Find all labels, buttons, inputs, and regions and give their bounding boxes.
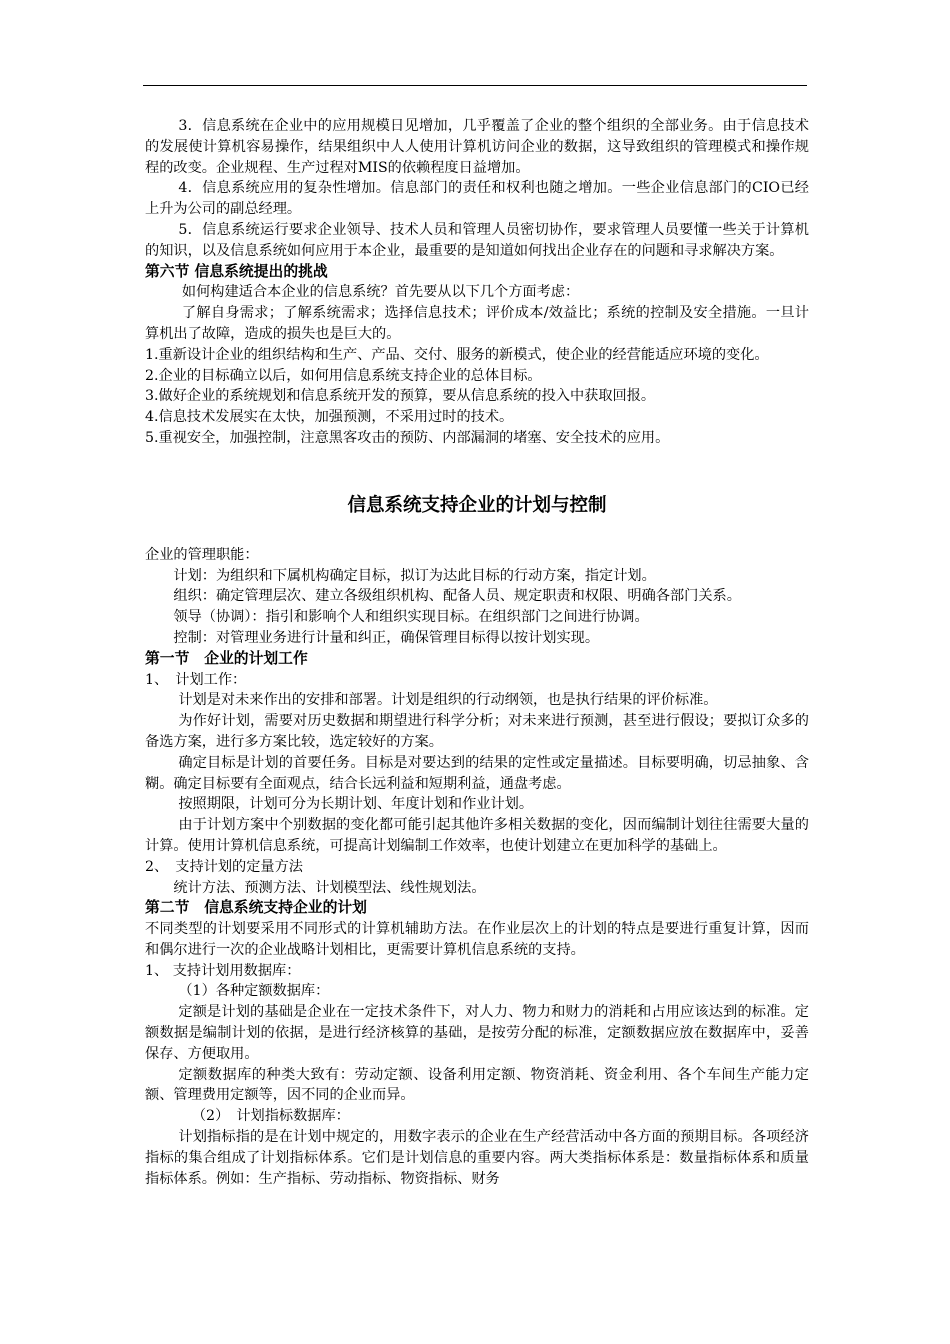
paragraph: （2） 计划指标数据库： <box>191 1108 350 1125</box>
paragraph: 组织：确定管理层次、建立各级组织机构、配备人员、规定职责和权限、明确各部门关系。 <box>173 588 741 605</box>
paragraph: 定额数据库的种类大致有：劳动定额、设备利用定额、物资消耗、资金利用、各个车间生产能力定额、管理费用定额等，因不同的企业而异。 <box>145 1066 809 1104</box>
document-title: 信息系统支持企业的计划与控制 <box>347 494 607 516</box>
paragraph: 5．信息系统运行要求企业领导、技术人员和管理人员密切协作，要求管理人员要懂一些关于计算机的知识，以及信息系统如何应用于本企业，最重要的是知道如何找出企业存在的问题和寻求解决方案。 <box>145 221 809 259</box>
list-item: 1.重新设计企业的组织结构和生产、产品、交付、服务的新模式，使企业的经营能适应环境的变化。 <box>145 346 769 363</box>
document-body <box>145 116 809 1189</box>
paragraph: 计划指标指的是在计划中规定的，用数字表示的企业在生产经营活动中各方面的预期目标。各项经济指标的集合组成了计划指标体系。它们是计划信息的重要内容。两大类指标体系是：数量指标体系和质量指标体系。例如：生产指标、劳动指标、物资指标、财务 <box>145 1129 809 1187</box>
paragraph: 3．信息系统在企业中的应用规模日见增加，几乎覆盖了企业的整个组织的全部业务。由于信息技术的发展使计算机容易操作，结果组织中人人使用计算机访问企业的数据，这导致组织的管理模式和操作规程的改变。企业规程、生产过程对MIS的依赖程度日益增加。 <box>145 118 809 176</box>
paragraph: （1）各种定额数据库： <box>178 983 330 1000</box>
list-item: 2.企业的目标确立以后，如何用信息系统支持企业的总体目标。 <box>145 367 542 384</box>
paragraph: 统计方法、预测方法、计划模型法、线性规划法。 <box>173 879 486 896</box>
paragraph: 了解自身需求；了解系统需求；选择信息技术；评价成本/效益比；系统的控制及安全措施。一旦计算机出了故障，造成的损失也是巨大的。 <box>145 305 809 342</box>
paragraph: 定额是计划的基础是企业在一定技术条件下，对人力、物力和财力的消耗和占用应该达到的标准。定额数据是编制计划的依据，是进行经济核算的基础，是按劳分配的标准，定额数据应放在数据库中，妥善保存、方便取用。 <box>145 1004 809 1062</box>
header-rule <box>143 85 807 86</box>
list-item: 5.重视安全，加强控制，注意黑客攻击的预防、内部漏洞的堵塞、安全技术的应用。 <box>145 429 670 446</box>
section-heading: 第一节 企业的计划工作 <box>145 649 308 667</box>
paragraph: 按照期限，计划可分为长期计划、年度计划和作业计划。 <box>178 796 534 813</box>
list-item: 4.信息技术发展实在太快，加强预测，不采用过时的技术。 <box>145 409 514 426</box>
section-heading: 第六节 信息系统提出的挑战 <box>145 262 328 280</box>
paragraph: 如何构建适合本企业的信息系统？首先要从以下几个方面考虑： <box>181 284 580 301</box>
section-heading: 第二节 信息系统支持企业的计划 <box>145 899 367 917</box>
paragraph: 为作好计划，需要对历史数据和期望进行科学分析；对未来进行预测，甚至进行假设；要拟订众多的备选方案，进行多方案比较，选定较好的方案。 <box>145 713 809 750</box>
paragraph: 1、 支持计划用数据库： <box>145 962 301 979</box>
paragraph: 2、 支持计划的定量方法 <box>145 858 303 875</box>
paragraph: 领导（协调）：指引和影响个人和组织实现目标。在组织部门之间进行协调。 <box>173 609 649 626</box>
paragraph: 4．信息系统应用的复杂性增加。信息部门的责任和权利也随之增加。一些企业信息部门的CIO已经上升为公司的副总经理。 <box>145 180 809 218</box>
paragraph: 计划是对未来作出的安排和部署。计划是组织的行动纲领，也是执行结果的评价标准。 <box>178 692 718 709</box>
paragraph: 由于计划方案中个别数据的变化都可能引起其他许多相关数据的变化，因而编制计划往往需要大量的计算。使用计算机信息系统，可提高计划编制工作效率，也使计划建立在更加科学的基础上。 <box>145 817 809 854</box>
list-item: 3.做好企业的系统规划和信息系统开发的预算，要从信息系统的投入中获取回报。 <box>145 388 656 405</box>
paragraph: 企业的管理职能： <box>145 546 259 563</box>
paragraph: 计划：为组织和下属机构确定目标，拟订为达此目标的行动方案，指定计划。 <box>173 567 656 584</box>
paragraph: 确定目标是计划的首要任务。目标是对要达到的结果的定性或定量描述。目标要明确，切忌抽象、含糊。确定目标要有全面观点，结合长远利益和短期利益，通盘考虑。 <box>145 754 809 792</box>
paragraph: 控制：对管理业务进行计量和纠正，确保管理目标得以按计划实现。 <box>173 629 600 646</box>
paragraph: 不同类型的计划要采用不同形式的计算机辅助方法。在作业层次上的计划的特点是要进行重复计算，因而和偶尔进行一次的企业战略计划相比，更需要计算机信息系统的支持。 <box>145 921 809 958</box>
paragraph: 1、 计划工作： <box>145 671 247 688</box>
